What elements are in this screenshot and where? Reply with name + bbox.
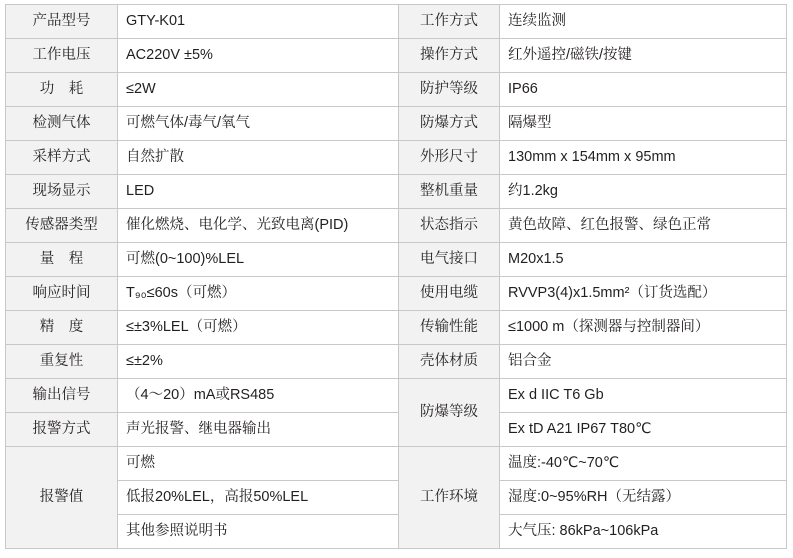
row-label-gas-type: 检测气体	[6, 107, 118, 141]
row-label-dimension: 外形尺寸	[399, 141, 500, 175]
row-label-alarm-value: 报警值	[6, 447, 118, 549]
table-row	[6, 311, 787, 345]
table-row	[6, 243, 787, 277]
row-value-output-signal: （4～20）mA或RS485	[118, 379, 399, 413]
row-label-range: 量 程	[6, 243, 118, 277]
row-value-env-1: 温度:-40℃~70℃	[500, 447, 787, 481]
row-label-repeatability: 重复性	[6, 345, 118, 379]
row-label-sensor-type: 传感器类型	[6, 209, 118, 243]
table-row	[6, 141, 787, 175]
table-row	[6, 481, 787, 515]
table-row	[6, 107, 787, 141]
row-value-ex-grade-2: Ex tD A21 IP67 T80℃	[500, 413, 787, 447]
row-label-protection-grade: 防护等级	[399, 73, 500, 107]
row-label-cable: 使用电缆	[399, 277, 500, 311]
row-label-electrical-interface: 电气接口	[399, 243, 500, 277]
row-value-transmission: ≤1000 m（探测器与控制器间）	[500, 311, 787, 345]
row-label-sampling: 采样方式	[6, 141, 118, 175]
row-label-shell-material: 壳体材质	[399, 345, 500, 379]
row-label-output-signal: 输出信号	[6, 379, 118, 413]
row-value-status-indicator: 黄色故障、红色报警、绿色正常	[500, 209, 787, 243]
row-label-work-environment: 工作环境	[399, 447, 500, 549]
row-value-electrical-interface: M20x1.5	[500, 243, 787, 277]
row-value-repeatability: ≤±2%	[118, 345, 399, 379]
row-label-operation-mode: 操作方式	[399, 39, 500, 73]
specification-table	[5, 4, 787, 549]
row-value-work-mode: 连续监测	[500, 5, 787, 39]
row-value-ex-mode: 隔爆型	[500, 107, 787, 141]
row-value-alarm-2: 低报20%LEL，高报50%LEL	[118, 481, 399, 515]
row-label-weight: 整机重量	[399, 175, 500, 209]
row-value-env-2: 湿度:0~95%RH（无结露）	[500, 481, 787, 515]
row-value-protection-grade: IP66	[500, 73, 787, 107]
row-label-display: 现场显示	[6, 175, 118, 209]
table-row	[6, 515, 787, 549]
row-value-alarm-mode: 声光报警、继电器输出	[118, 413, 399, 447]
row-value-shell-material: 铝合金	[500, 345, 787, 379]
row-label-voltage: 工作电压	[6, 39, 118, 73]
row-label-response-time: 响应时间	[6, 277, 118, 311]
row-label-alarm-mode: 报警方式	[6, 413, 118, 447]
row-value-alarm-1: 可燃	[118, 447, 399, 481]
row-label-transmission: 传输性能	[399, 311, 500, 345]
row-label-work-mode: 工作方式	[399, 5, 500, 39]
row-value-env-3: 大气压: 86kPa~106kPa	[500, 515, 787, 549]
row-label-power: 功 耗	[6, 73, 118, 107]
row-value-gas-type: 可燃气体/毒气/氧气	[118, 107, 399, 141]
table-row	[6, 5, 787, 39]
row-label-status-indicator: 状态指示	[399, 209, 500, 243]
table-row	[6, 73, 787, 107]
row-label-accuracy: 精 度	[6, 311, 118, 345]
row-value-voltage: AC220V ±5%	[118, 39, 399, 73]
row-value-alarm-3: 其他参照说明书	[118, 515, 399, 549]
row-value-model: GTY-K01	[118, 5, 399, 39]
table-row	[6, 277, 787, 311]
row-value-power: ≤2W	[118, 73, 399, 107]
row-value-display: LED	[118, 175, 399, 209]
table-row	[6, 345, 787, 379]
row-value-cable: RVVP3(4)x1.5mm²（订货选配）	[500, 277, 787, 311]
row-value-accuracy: ≤±3%LEL（可燃）	[118, 311, 399, 345]
row-value-weight: 约1.2kg	[500, 175, 787, 209]
row-label-model: 产品型号	[6, 5, 118, 39]
row-label-ex-mode: 防爆方式	[399, 107, 500, 141]
row-value-dimension: 130mm x 154mm x 95mm	[500, 141, 787, 175]
row-value-sampling: 自然扩散	[118, 141, 399, 175]
row-value-ex-grade-1: Ex d IIC T6 Gb	[500, 379, 787, 413]
table-row	[6, 413, 787, 447]
table-row	[6, 175, 787, 209]
row-label-ex-grade: 防爆等级	[399, 379, 500, 447]
table-row	[6, 39, 787, 73]
table-row	[6, 209, 787, 243]
table-row	[6, 447, 787, 481]
row-value-response-time: T₉₀≤60s（可燃）	[118, 277, 399, 311]
table-row	[6, 379, 787, 413]
row-value-range: 可燃(0~100)%LEL	[118, 243, 399, 277]
row-value-operation-mode: 红外遥控/磁铁/按键	[500, 39, 787, 73]
row-value-sensor-type: 催化燃烧、电化学、光致电离(PID)	[118, 209, 399, 243]
